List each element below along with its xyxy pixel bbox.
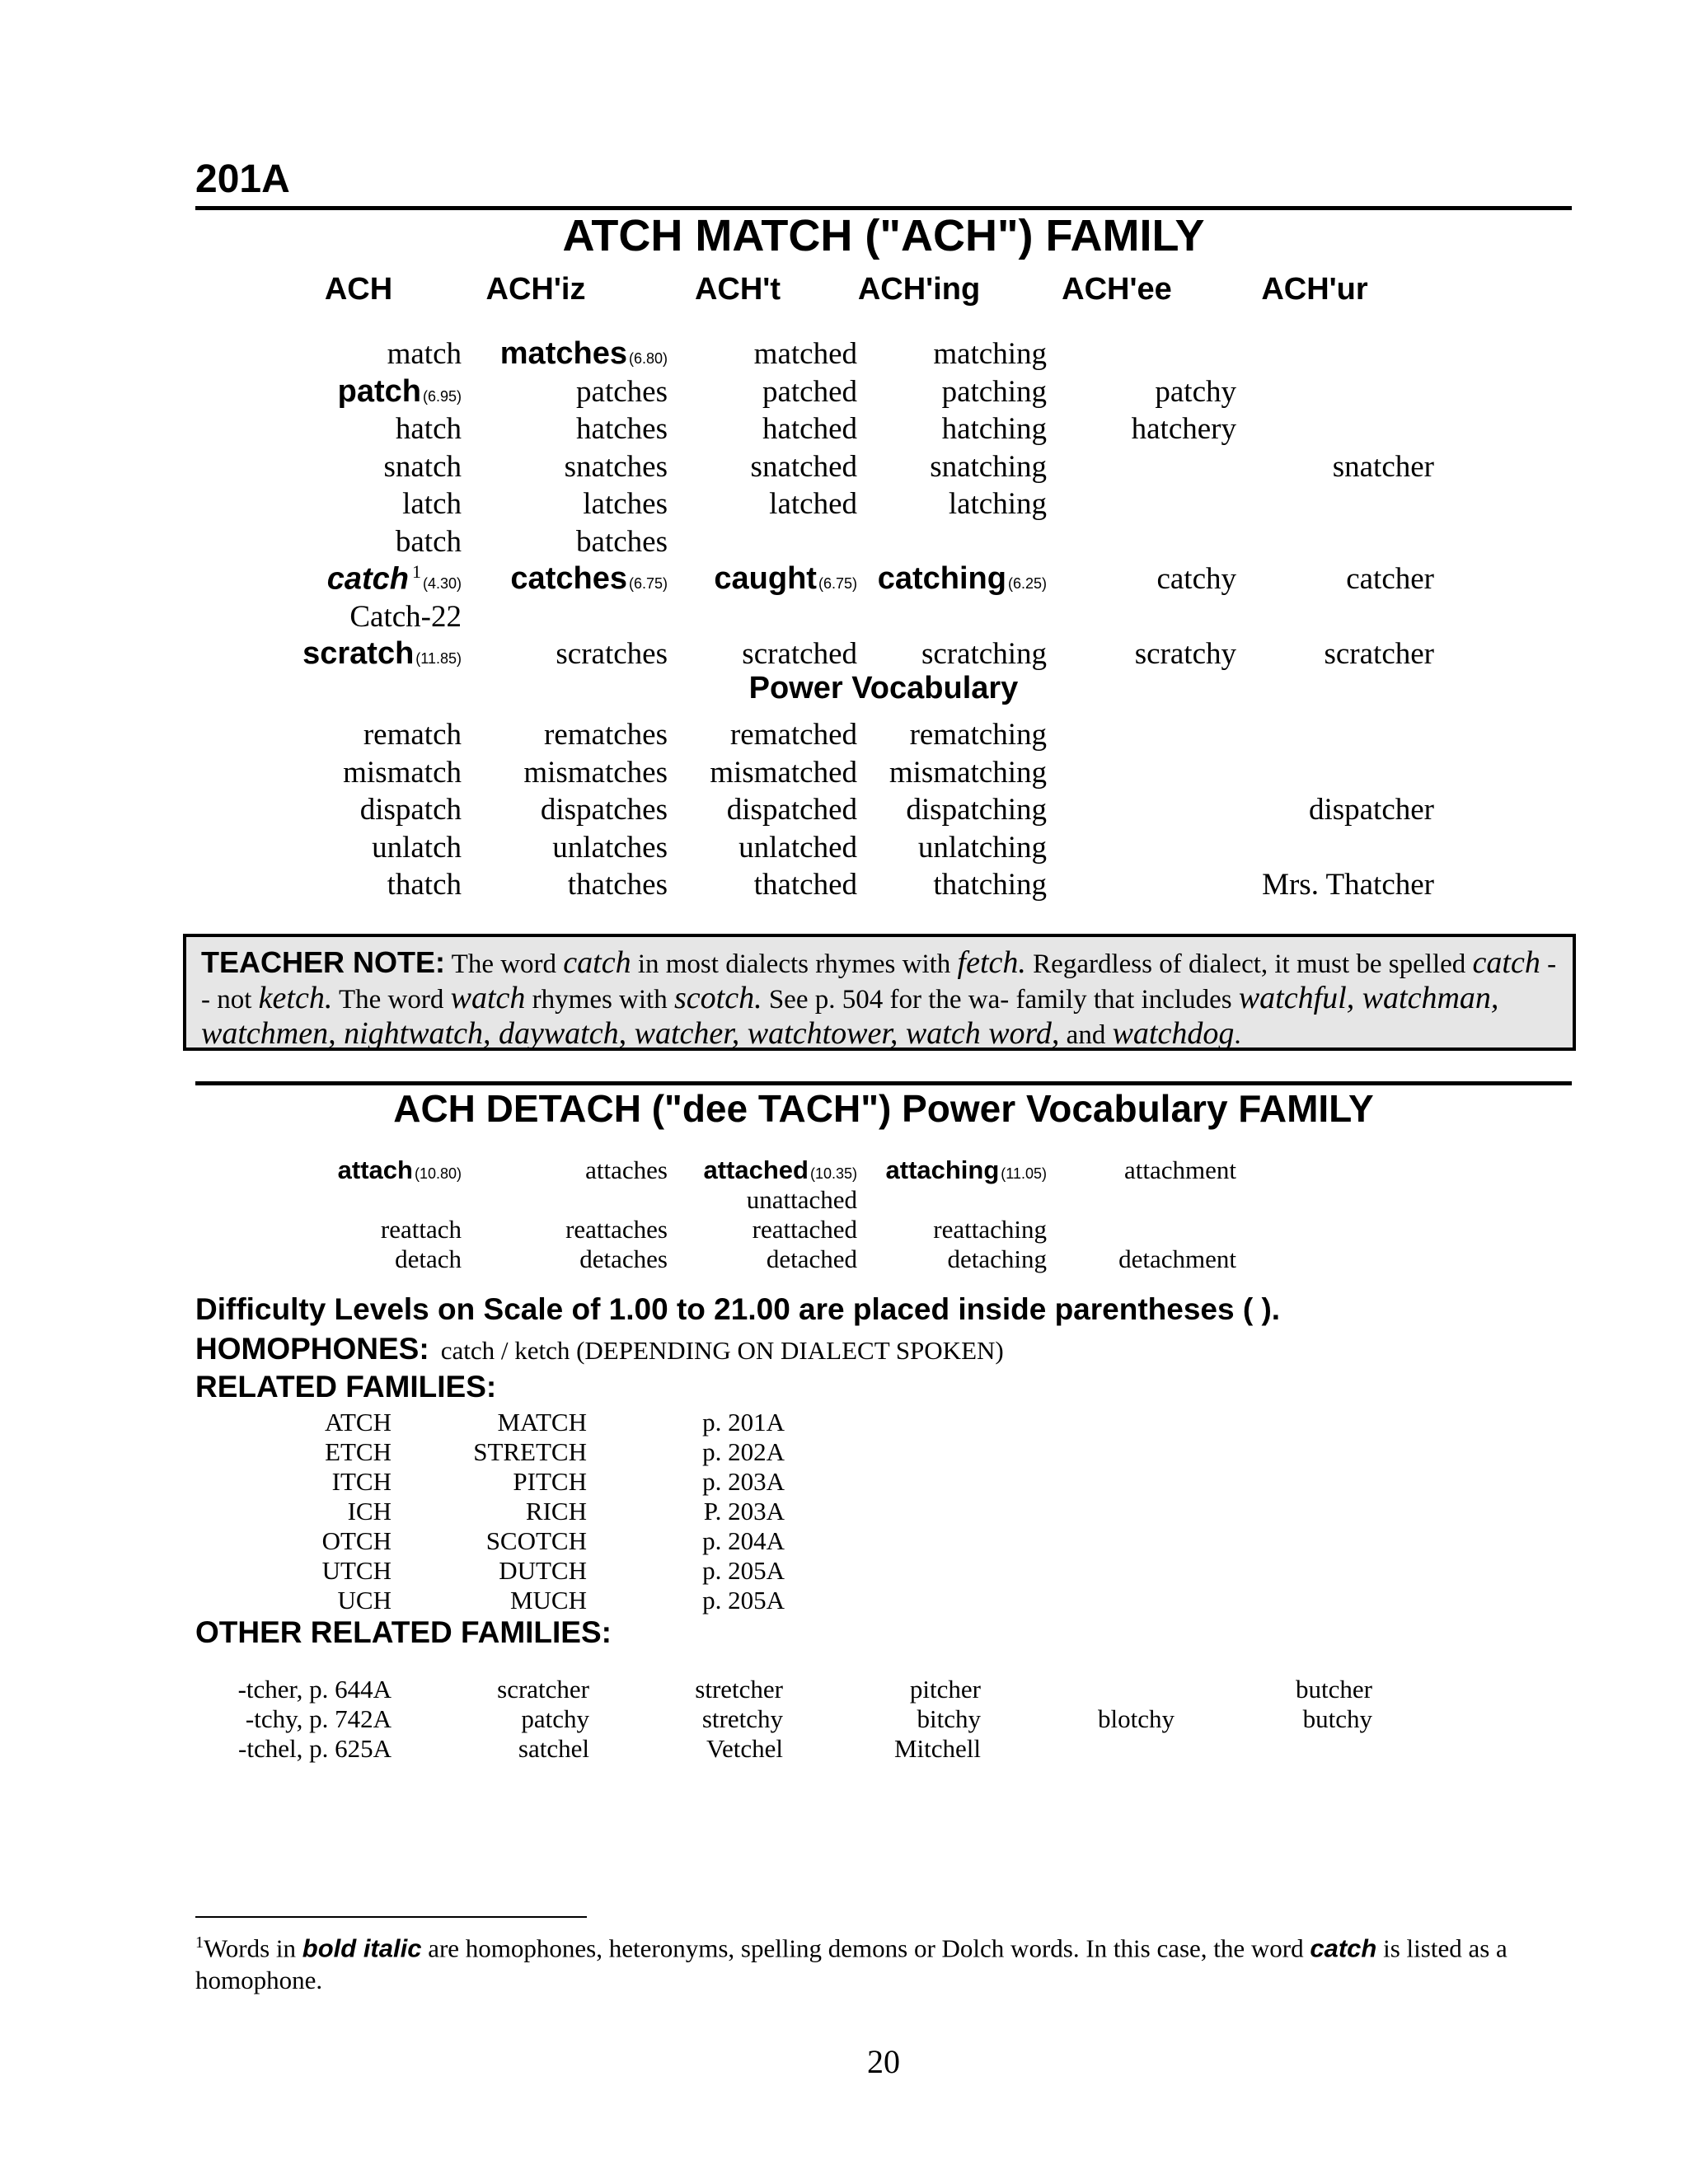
word-cell: attaches [585, 1155, 668, 1184]
page-ref-cell: p. 202A [702, 1437, 785, 1466]
word-cell: rematched [729, 718, 857, 752]
word-cell: patched [762, 374, 857, 409]
word-cell [1047, 867, 1236, 905]
word-cell: pitcher [909, 1675, 981, 1704]
word-cell: hatched [762, 412, 857, 446]
word-cell: scratcher [497, 1675, 589, 1704]
word-cell [1047, 599, 1236, 637]
word-cell [247, 1185, 462, 1215]
word-cell: dispatched [726, 793, 857, 827]
difficulty-level: (10.80) [414, 1165, 462, 1182]
word-cell: patching [941, 374, 1047, 409]
column-header: ACH'ing [857, 272, 981, 307]
table-row [206, 1734, 1372, 1764]
related-families-table [313, 1408, 785, 1615]
word-cell: -tchel, p. 625A [238, 1734, 392, 1763]
family-cell: ICH [347, 1497, 392, 1526]
difficulty-level: (6.25) [1007, 575, 1047, 593]
word-cell: detaches [579, 1244, 668, 1273]
word-cell: matches (6.80) [499, 336, 668, 371]
word-cell: scratch (11.85) [302, 636, 462, 671]
word-cell [1047, 449, 1236, 487]
page-number: 20 [867, 2043, 900, 2080]
word-cell: Mrs. Thatcher [1262, 868, 1434, 902]
table-row [247, 1185, 1236, 1215]
word-cell [462, 599, 668, 637]
word-cell: latch [402, 487, 462, 521]
word-cell [1175, 1734, 1372, 1764]
word-cell: reattaches [565, 1215, 668, 1244]
table-row [247, 449, 1434, 487]
word-cell [1047, 717, 1236, 755]
other-related-families-heading: OTHER RELATED FAMILIES: [195, 1615, 612, 1649]
word-cell: mismatching [889, 755, 1047, 790]
word-cell: hatchery [1131, 412, 1236, 446]
word-cell: dispatcher [1308, 793, 1434, 827]
word-cell: unattached [746, 1185, 857, 1214]
word-cell [1236, 599, 1434, 637]
word-cell: hatch [395, 412, 462, 446]
homophones-line [195, 1332, 1004, 1366]
word-cell: mismatch [343, 755, 462, 790]
word-cell [668, 524, 857, 562]
word-cell: snatched [750, 449, 857, 484]
section-rule [195, 1081, 1572, 1085]
page-ref-cell: p. 205A [702, 1556, 785, 1585]
word-cell [1236, 524, 1434, 562]
word-cell: snatcher [1332, 449, 1434, 484]
word-cell: matched [753, 337, 857, 371]
family-cell: PITCH [513, 1467, 587, 1496]
word-cell: dispatch [359, 793, 462, 827]
difficulty-level: (11.05) [1001, 1165, 1047, 1182]
word-cell: snatches [564, 449, 668, 484]
word-cell: scratcher [1324, 637, 1434, 671]
word-cell: thatching [933, 868, 1047, 902]
word-cell: caught (6.75) [714, 561, 857, 597]
table-row [313, 1467, 785, 1497]
family-cell: ATCH [325, 1408, 392, 1436]
word-cell: attachment [1124, 1155, 1236, 1184]
word-cell [1047, 755, 1236, 793]
word-cell [1047, 1185, 1236, 1215]
other-related-families-table [206, 1675, 1372, 1764]
word-cell [1236, 717, 1434, 755]
word-cell: attaching (11.05) [885, 1155, 1047, 1184]
word-cell: detaching [947, 1244, 1047, 1273]
table-row [313, 1556, 785, 1586]
page-ref-cell: p. 205A [702, 1586, 785, 1615]
word-cell [1236, 755, 1434, 793]
word-cell: bitchy [917, 1704, 981, 1733]
word-cell [1047, 792, 1236, 830]
word-cell: Catch-22 [349, 599, 462, 634]
family-cell: ETCH [325, 1437, 392, 1466]
word-cell: unlatch [372, 830, 462, 865]
word-cell: match [387, 337, 462, 371]
word-cell: latching [948, 487, 1047, 521]
word-cell: attached (10.35) [703, 1155, 857, 1184]
column-header: ACH'ur [1261, 272, 1368, 307]
table-row [247, 830, 1434, 868]
word-cell [462, 1185, 668, 1215]
word-cell [1236, 486, 1434, 524]
word-cell: rematching [909, 718, 1047, 752]
detach-family-title: ACH DETACH ("dee TACH") Power Vocabulary FAMILY [393, 1087, 1374, 1130]
word-cell: catcher [1346, 562, 1434, 597]
word-cell: reattach [380, 1215, 462, 1244]
difficulty-level: (6.80) [628, 350, 668, 367]
word-cell: detached [766, 1244, 857, 1273]
word-cell: scratchy [1134, 637, 1236, 671]
footnote-marker: 1 [195, 1933, 204, 1952]
word-cell [1236, 336, 1434, 374]
word-cell [981, 1734, 1175, 1764]
word-cell: butcher [1296, 1675, 1372, 1704]
word-cell: scratches [556, 637, 668, 671]
word-cell: dispatches [540, 793, 668, 827]
word-cell: snatching [930, 449, 1047, 484]
word-cell: reattaching [933, 1215, 1047, 1244]
detach-family-table [247, 1155, 1236, 1274]
word-cell: hatching [941, 412, 1047, 446]
word-cell [1236, 374, 1434, 412]
table-row [247, 599, 1434, 637]
word-cell: catching (6.25) [877, 561, 1047, 597]
teacher-note-box: TEACHER NOTE: The word catch in most dialects rhymes with fetch. Regardless of dialect, it must be spelled catch -- not ketch. The word watch rhymes with scotch. See p. 504 for the wa- family that includes watchful, watchman, watchmen, nightwatch, daywatch, watcher, watchtower, watch word, and watchdog. [183, 934, 1576, 1051]
power-vocabulary-table [247, 717, 1434, 905]
page-ref-cell: p. 201A [702, 1408, 785, 1436]
family-cell: OTCH [321, 1526, 392, 1555]
word-cell: unlatching [917, 830, 1047, 865]
word-cell: mismatched [710, 755, 857, 790]
related-families-heading: RELATED FAMILIES: [195, 1370, 497, 1404]
word-cell: Mitchell [893, 1734, 981, 1763]
word-cell: stretcher [695, 1675, 783, 1704]
family-cell: UCH [337, 1586, 392, 1615]
table-row [247, 1244, 1236, 1274]
word-cell [1047, 1215, 1236, 1244]
word-cell: unlatches [552, 830, 668, 865]
word-cell: detach [395, 1244, 462, 1273]
family-cell: ITCH [331, 1467, 392, 1496]
table-row [313, 1408, 785, 1437]
footnote-marker: 1 [411, 561, 421, 582]
footnote-rule [195, 1916, 587, 1918]
word-cell: thatch [387, 868, 462, 902]
table-row [313, 1437, 785, 1467]
column-header: ACH't [694, 272, 781, 307]
family-cell: DUTCH [499, 1556, 587, 1585]
family-cell: UTCH [321, 1556, 392, 1585]
family-title: ATCH MATCH ("ACH") FAMILY [562, 211, 1205, 260]
word-cell: thatched [753, 868, 857, 902]
page-code: 201A [195, 157, 290, 201]
table-row [247, 792, 1434, 830]
word-cell: mismatches [523, 755, 668, 790]
word-cell [857, 599, 1047, 637]
difficulty-level: (4.30) [422, 575, 462, 593]
word-cell: matching [933, 337, 1047, 371]
teacher-note-label: TEACHER NOTE: [201, 945, 445, 979]
word-family-table [247, 336, 1434, 674]
word-cell [1047, 524, 1236, 562]
word-cell: blotchy [1098, 1704, 1175, 1733]
table-row [247, 755, 1434, 793]
word-cell [1047, 336, 1236, 374]
difficulty-level: (6.75) [818, 575, 857, 593]
table-row [206, 1704, 1372, 1734]
page-ref-cell: P. 203A [703, 1497, 785, 1526]
word-cell [668, 599, 857, 637]
page-ref-cell: p. 204A [702, 1526, 785, 1555]
word-cell: rematches [544, 718, 668, 752]
word-cell: catch $^1$(4.30) [326, 561, 462, 597]
footnote: $^1$Words in bold italic are homophones, heteronyms, spelling demons or Dolch words. In this case, the word catch is listed as a homophone. [195, 1933, 1507, 1995]
word-cell [1047, 830, 1236, 868]
word-cell: satchel [518, 1734, 589, 1763]
word-cell [981, 1675, 1175, 1704]
table-row [247, 1155, 1236, 1185]
homophones-label: HOMOPHONES: [195, 1332, 429, 1366]
word-cell: catchy [1156, 562, 1236, 597]
table-row [247, 411, 1434, 449]
word-cell: scratching [921, 637, 1047, 671]
word-cell: patchy [1155, 374, 1236, 409]
word-cell: rematch [363, 718, 462, 752]
word-cell: thatches [567, 868, 668, 902]
table-row [206, 1675, 1372, 1704]
word-cell [857, 1185, 1047, 1215]
page-ref-cell: p. 203A [702, 1467, 785, 1496]
word-cell [1236, 830, 1434, 868]
family-cell: RICH [525, 1497, 587, 1526]
family-cell: MATCH [497, 1408, 587, 1436]
word-cell: batches [576, 524, 668, 559]
word-cell: -tchy, p. 742A [245, 1704, 392, 1733]
word-cell: latched [769, 487, 857, 521]
word-cell [1047, 486, 1236, 524]
difficulty-level: (6.95) [422, 387, 462, 405]
difficulty-level: (11.85) [415, 650, 462, 667]
word-cell: butchy [1302, 1704, 1372, 1733]
word-cell: Vetchel [706, 1734, 783, 1763]
table-row [313, 1526, 785, 1556]
word-cell: -tcher, p. 644A [237, 1675, 392, 1704]
table-row [247, 336, 1434, 374]
difficulty-level: (10.35) [809, 1165, 857, 1182]
word-cell: hatches [576, 412, 668, 446]
word-cell: scratched [742, 637, 857, 671]
table-row [313, 1586, 785, 1615]
word-cell [1236, 411, 1434, 449]
word-cell: dispatching [906, 793, 1047, 827]
table-row [247, 561, 1434, 599]
difficulty-level: (6.75) [628, 575, 668, 593]
difficulty-note: Difficulty Levels on Scale of 1.00 to 21.00 are placed inside parentheses ( ). [195, 1292, 1281, 1326]
word-cell: patches [576, 374, 668, 409]
column-header: ACH'ee [1062, 272, 1172, 307]
power-vocabulary-heading: Power Vocabulary [748, 671, 1019, 705]
table-row [313, 1497, 785, 1526]
word-cell: catches (6.75) [510, 561, 668, 597]
family-cell: SCOTCH [485, 1526, 587, 1555]
column-header: ACH [324, 272, 393, 307]
table-row [247, 374, 1434, 412]
word-cell: latches [583, 487, 668, 521]
word-cell: snatch [383, 449, 462, 484]
word-cell: batch [395, 524, 462, 559]
table-row [247, 524, 1434, 562]
word-cell: patch (6.95) [337, 373, 462, 409]
column-header: ACH'iz [485, 272, 586, 307]
word-cell: stretchy [701, 1704, 783, 1733]
table-row [247, 636, 1434, 674]
word-cell: reattached [752, 1215, 857, 1244]
table-row [247, 867, 1434, 905]
homophones-value: catch / ketch (DEPENDING ON DIALECT SPOKEN) [440, 1336, 1004, 1365]
word-cell: detachment [1118, 1244, 1236, 1273]
family-cell: STRETCH [473, 1437, 587, 1466]
word-cell: patchy [521, 1704, 589, 1733]
word-cell [857, 524, 1047, 562]
table-row [247, 717, 1434, 755]
table-row [247, 1215, 1236, 1244]
word-cell: unlatched [738, 830, 857, 865]
table-row [247, 486, 1434, 524]
word-cell: attach (10.80) [337, 1155, 462, 1184]
family-cell: MUCH [509, 1586, 587, 1615]
